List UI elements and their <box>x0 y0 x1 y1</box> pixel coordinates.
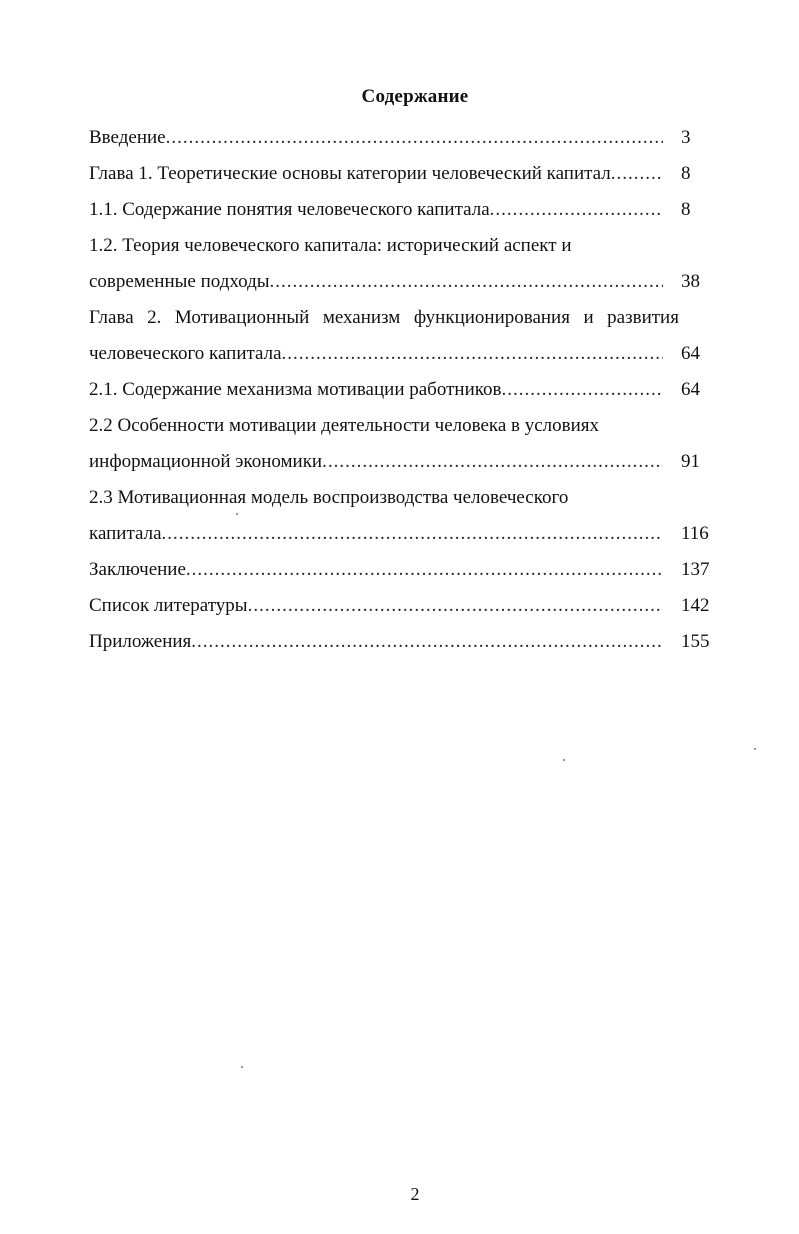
toc-entry <box>89 156 723 192</box>
toc-entry <box>89 336 723 372</box>
toc-entry <box>89 588 723 624</box>
toc-word: функционирования <box>413 307 570 328</box>
toc-entry <box>89 444 723 480</box>
dot-leader <box>282 336 663 372</box>
toc-entry-label: современные подходы <box>89 271 270 292</box>
toc-word: механизм <box>322 307 401 328</box>
toc-entry-label: Заключение <box>89 559 186 580</box>
toc-entry <box>89 516 723 552</box>
toc-entry-first-line <box>89 300 679 336</box>
dot-leader <box>611 156 663 192</box>
toc-entry <box>89 372 723 408</box>
dot-leader <box>191 624 663 660</box>
toc-entry-label: человеческого капитала <box>89 343 282 364</box>
toc-word: и <box>583 307 594 328</box>
toc-entry-page: 8 <box>681 163 691 184</box>
scan-speck <box>236 513 238 515</box>
toc-entry-page: 64 <box>681 343 700 364</box>
toc-entry-label: информационной экономики <box>89 451 323 472</box>
toc-entry-page: 91 <box>681 451 700 472</box>
dot-leader <box>162 516 663 552</box>
dot-leader <box>186 552 663 588</box>
toc-entry-first-line: 2.2 Особенности мотивации деятельности человека в условиях <box>89 415 600 436</box>
toc-entry-page: 8 <box>681 199 691 220</box>
toc-entry-page: 116 <box>681 523 709 544</box>
dot-leader <box>270 264 663 300</box>
toc-entry-label: Приложения <box>89 631 192 652</box>
scan-speck <box>563 759 565 761</box>
table-of-contents <box>89 120 723 660</box>
dot-leader <box>248 588 663 624</box>
dot-leader <box>322 444 663 480</box>
toc-entry <box>89 120 723 156</box>
scan-speck <box>754 748 756 750</box>
toc-entry <box>89 552 723 588</box>
toc-title: Содержание <box>361 86 469 107</box>
toc-entry-first-line: 1.2. Теория человеческого капитала: исторический аспект и <box>89 235 572 256</box>
toc-word: Мотивационный <box>174 307 310 328</box>
toc-entry-label: 1.1. Содержание понятия человеческого капитала <box>89 199 490 220</box>
toc-entry-label: капитала <box>89 523 162 544</box>
toc-entry-label: 2.1. Содержание механизма мотивации работников <box>89 379 502 400</box>
toc-entry-page: 137 <box>681 559 710 580</box>
toc-entry-first-line: 2.3 Мотивационная модель воспроизводства человеческого <box>89 487 569 508</box>
toc-word: 2. <box>147 307 162 328</box>
page-number: 2 <box>410 1184 420 1204</box>
toc-entry-page: 64 <box>681 379 700 400</box>
toc-entry-page: 155 <box>681 631 710 652</box>
toc-entry <box>89 192 723 228</box>
toc-entry <box>89 624 723 660</box>
toc-word: Глава <box>89 307 134 328</box>
toc-entry-label: Глава 1. Теоретические основы категории человеческий капитал <box>89 163 611 184</box>
toc-entry-label: Список литературы <box>89 595 248 616</box>
dot-leader <box>490 192 663 228</box>
toc-entry-label: Введение <box>89 127 166 148</box>
scan-speck <box>241 1066 243 1068</box>
toc-word: развития <box>607 307 679 328</box>
toc-entry-page: 3 <box>681 127 691 148</box>
dot-leader <box>501 372 663 408</box>
toc-entry-page: 142 <box>681 595 710 616</box>
dot-leader <box>166 120 663 156</box>
toc-entry <box>89 264 723 300</box>
toc-entry-page: 38 <box>681 271 700 292</box>
